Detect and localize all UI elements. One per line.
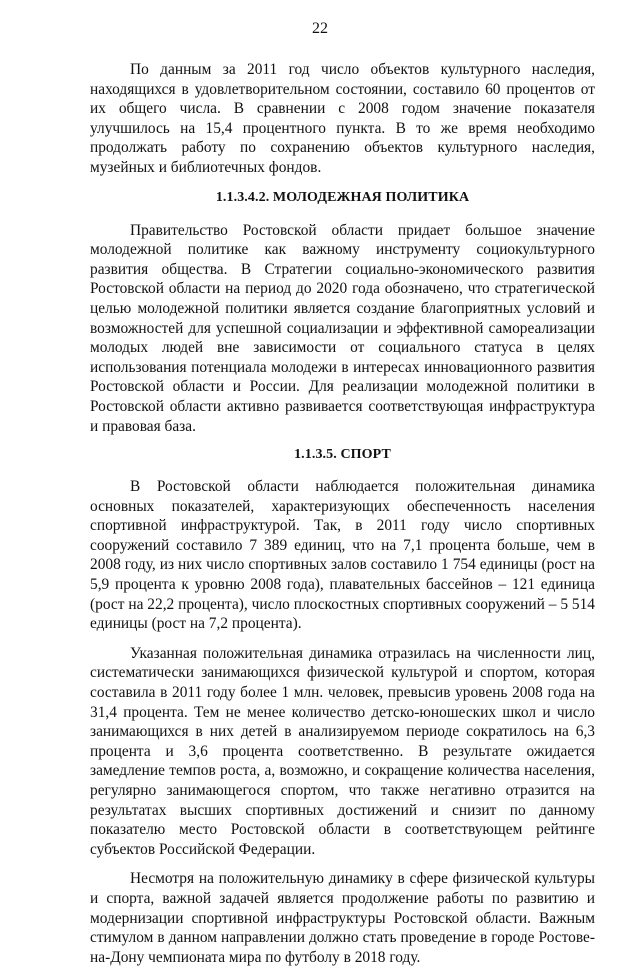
paragraph-sport-infrastructure: В Ростовской области наблюдается положительная динамика основных показателей, характеризующих обеспеченность населения спортивной инфраструктурой. Так, в 2011 году число спортивных сооружений составило 7 389 единиц, что на 7,1 процента больше, чем в 2008 году, из них число спортивных залов составило 1 754 единицы (рост на 5,9 процента к уровню 2008 года), плавательных бассейнов – 121 единица (рост на 22,2 процента), число плоскостных спортивных сооружений – 5 514 единицы (рост на 7,2 процента). bbox=[90, 478, 595, 633]
document-body bbox=[90, 60, 595, 967]
paragraph-cultural-heritage: По данным за 2011 год число объектов культурного наследия, находящихся в удовлетворительном состоянии, составило 60 процентов от их общего числа. В сравнении с 2008 годом значение показателя улучшилось на 15,4 процентного пункта. В то же время необходимо продолжать работу по сохранению объектов культурного наследия, музейных и библиотечных фондов. bbox=[90, 61, 595, 176]
paragraph-sport-modernization: Несмотря на положительную динамику в сфере физической культуры и спорта, важной задачей является продолжение работы по развитию и модернизации спортивной инфраструктуры Ростовской области. Важным стимулом в данном направлении должно стать проведение в городе Ростове-на-Дону чемпионата мира по футболу в 2018 году. bbox=[90, 870, 595, 966]
section-heading-sport: 1.1.3.5. СПОРТ bbox=[294, 447, 391, 463]
section-heading-youth-policy: 1.1.3.4.2. МОЛОДЕЖНАЯ ПОЛИТИКА bbox=[215, 189, 470, 205]
page-number: 22 bbox=[312, 20, 328, 37]
paragraph-youth-policy: Правительство Ростовской области придает большое значение молодежной политике как важному инструменту социокультурного развития общества. В Стратегии социально-экономического развития Ростовской области на период до 2020 года обозначено, что стратегической целью молодежной политики является создание благоприятных условий и возможностей для успешной социализации и эффективной самореализации молодых людей вне зависимости от социального статуса в целях использования потенциала молодежи в интересах инновационного развития Ростовской области и России. Для реализации молодежной политики в Ростовской области активно развивается соответствующая инфраструктура и правовая база. bbox=[90, 221, 595, 435]
paragraph-sport-participation: Указанная положительная динамика отразилась на численности лиц, систематически занимающихся физической культурой и спортом, которая составила в 2011 году более 1 млн. человек, превысив уровень 2008 года на 31,4 процента. Тем не менее количество детско-юношеских школ и число занимающихся в них детей в анализируемом периоде сократилось на 6,3 процента и 3,6 процента соответственно. В результате ожидается замедление темпов роста, а, возможно, и сокращение количества населения, регулярно занимающегося спортом, что также негативно отразится на результатах высших спортивных достижений и снизит по данному показателю место Ростовской области в соответствующем рейтинге субъектов Российской Федерации. bbox=[90, 644, 595, 858]
